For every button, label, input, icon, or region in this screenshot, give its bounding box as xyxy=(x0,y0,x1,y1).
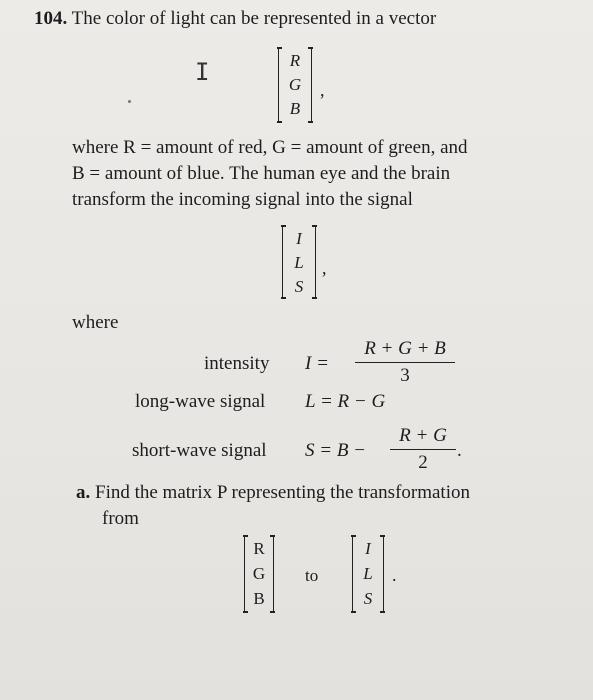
part-a xyxy=(76,480,470,506)
to-vector-period: . xyxy=(392,565,397,585)
def-label-long-wave: long-wave signal xyxy=(135,391,266,412)
def-label-intensity: intensity xyxy=(204,353,270,374)
vector-entry: I xyxy=(296,229,302,248)
vector-entry: G xyxy=(252,564,266,583)
bracket-serif xyxy=(270,535,275,537)
problem-header xyxy=(34,8,436,30)
denominator: 2 xyxy=(418,452,428,474)
to-word: to xyxy=(305,566,319,585)
ils-vector xyxy=(282,226,316,298)
problem-number: 104. xyxy=(34,8,68,29)
part-a-text: Find the matrix P representing the transformation xyxy=(95,482,470,503)
fraction-bar xyxy=(390,449,456,450)
text-cursor-icon: 𝙸 xyxy=(195,58,210,86)
vector-entry: I xyxy=(365,539,371,558)
def-lhs-intensity: I = xyxy=(305,353,329,374)
vector-entry: L xyxy=(363,564,373,583)
bracket-serif xyxy=(277,121,282,123)
part-a-label: a. xyxy=(76,482,91,503)
bracket-serif xyxy=(243,535,248,537)
part-a-text-from: from xyxy=(102,508,139,529)
bracket-serif xyxy=(308,47,313,49)
def-label-short-wave: short-wave signal xyxy=(132,440,267,461)
where-label: where xyxy=(72,312,119,333)
bracket-serif xyxy=(281,225,286,227)
bracket-serif xyxy=(312,297,317,299)
numerator: R + G xyxy=(399,425,447,446)
numerator: R + G + B xyxy=(364,338,446,359)
bracket-serif xyxy=(308,121,313,123)
short-wave-period: . xyxy=(457,440,462,461)
def-lhs-short-wave: S = B − xyxy=(305,440,366,461)
bracket-serif xyxy=(380,611,385,613)
fraction-short-wave xyxy=(390,425,456,474)
bracket-serif xyxy=(351,535,356,537)
vector-entry: B xyxy=(253,589,265,608)
from-vector xyxy=(244,536,274,612)
vector-entry: L xyxy=(294,253,304,272)
vector-entry: B xyxy=(289,99,301,118)
vector-entry: R xyxy=(253,539,265,558)
to-vector xyxy=(352,536,384,612)
bracket-serif xyxy=(281,297,286,299)
fraction-bar xyxy=(355,362,455,363)
bracket-serif xyxy=(312,225,317,227)
rgb-vector xyxy=(278,48,312,122)
def-equation-long-wave: L = R − G xyxy=(305,391,386,412)
paragraph-line: B = amount of blue. The human eye and the brain xyxy=(72,163,451,184)
vector-entry: G xyxy=(288,75,302,94)
fraction-intensity xyxy=(355,338,455,387)
paragraph-line: transform the incoming signal into the signal xyxy=(72,189,413,210)
ils-vector-comma: , xyxy=(322,258,327,278)
paragraph-line: where R = amount of red, G = amount of green, and xyxy=(72,137,468,158)
bracket-serif xyxy=(351,611,356,613)
dust-speck xyxy=(128,100,131,103)
rgb-vector-comma: , xyxy=(320,80,325,100)
bracket-serif xyxy=(380,535,385,537)
bracket-serif xyxy=(270,611,275,613)
denominator: 3 xyxy=(400,365,410,387)
vector-entry: S xyxy=(294,277,304,296)
problem-intro: The color of light can be represented in a vector xyxy=(71,8,437,29)
bracket-serif xyxy=(243,611,248,613)
vector-entry: S xyxy=(363,589,373,608)
vector-entry: R xyxy=(289,51,301,70)
bracket-serif xyxy=(277,47,282,49)
